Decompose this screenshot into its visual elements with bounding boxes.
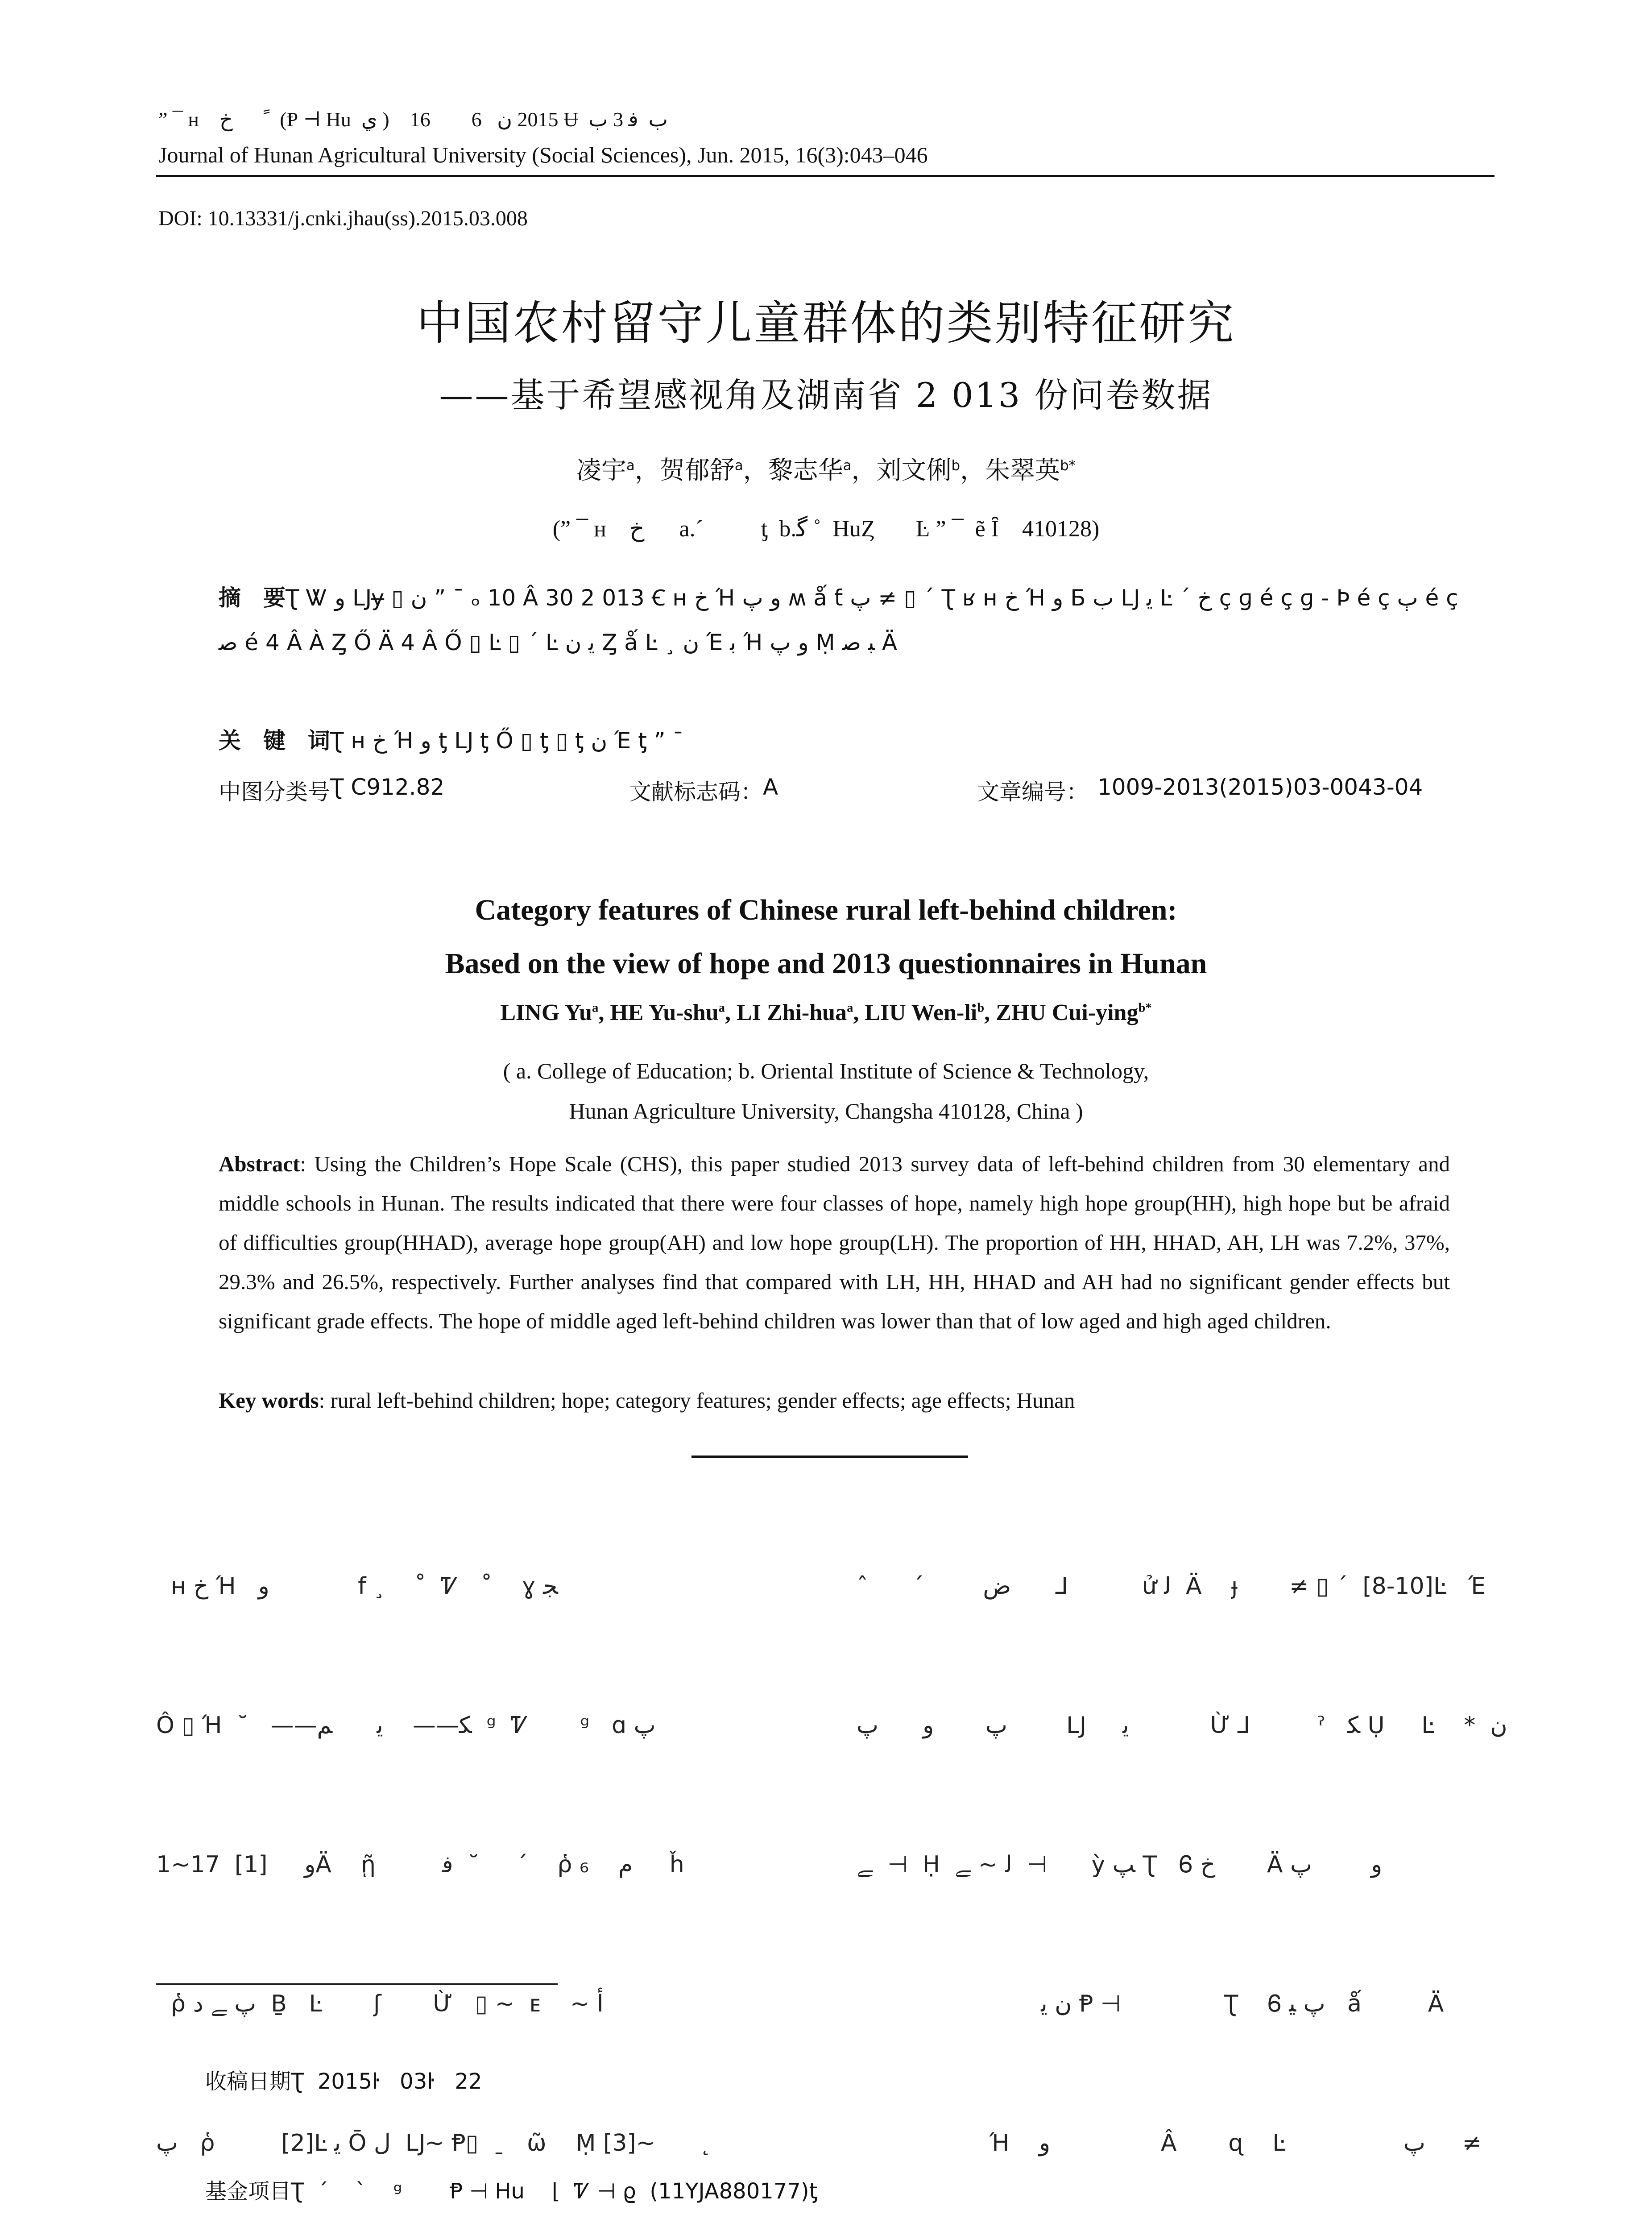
author-en: LI Zhi-hua xyxy=(736,1000,847,1025)
article-no-value: 1009-2013(2015)03-0043-04 xyxy=(1097,774,1423,800)
body-line: ﻥ ﻳ Ᵽ ⊣ Ʈ Ꮾ ﭖ ﻴ ǻ Ä xyxy=(857,1990,1444,2017)
abstract-en-text: : Using the Children’s Hope Scale (CHS), this paper studied 2013 survey data of left-behind children from 30 elementary and middle schools in Hunan. The results indicated that there were four classes of hope, namely high hope group(HH), high hope but be afraid of difficulties group(HHAD), average hope group(AH) and low hope group(LH). The proportion of HH, HHAD, AH, LH was 7.2%, 37%, 29.3% and 26.5%, respectively. Further analyses find that compared with LH, HH, HHAD and AH had no significant gender effects but significant grade effects. The hope of middle aged left-behind children was lower than that of low aged and high aged children. xyxy=(219,1152,1450,1333)
clc-label: 中图分类号 xyxy=(219,779,330,805)
author-en: HE Yu-shu xyxy=(610,1000,719,1025)
abstract-zh-label: 摘 要 xyxy=(219,585,286,611)
keywords-en-label: Key words xyxy=(219,1388,319,1413)
author-en: LING Yu xyxy=(500,1000,592,1025)
author-en: ZHU Cui-ying xyxy=(996,1000,1139,1025)
body-column-right xyxy=(857,1470,1507,2231)
body-line: ﭖ ﻭ ﭖ Ǉ ﻳ Ừ ⅃ ˀ ﮑ Ụ Ŀ * ﻥ xyxy=(857,1712,1507,1739)
paper-title-en xyxy=(0,883,1652,991)
article-no-label: 文章编号： xyxy=(977,779,1089,805)
affiliation-zh: (” ¯ ʜ ﺥ a.ˊ ƫ b.ﮔ ˚ HuȤ Ŀ ” ¯ ẽ Ȋ 410128) xyxy=(552,516,1100,542)
footnotes xyxy=(205,1990,830,2231)
journal-header-en: Journal of Hunan Agricultural University (Social Sciences), Jun. 2015, 16(3):043–046 xyxy=(158,142,928,167)
authors-en: LING Yu$^a$, HE Yu-shu$^a$, LI Zhi-hua$^a$, LIU Wen-$li^b$, ZHU Cui-ying$^{b*}$ xyxy=(500,1000,1152,1025)
author-mark: a xyxy=(626,457,635,474)
author-zh: 贺郁舒 xyxy=(659,456,735,485)
author-mark: a xyxy=(843,457,852,474)
affiliation-en-line2: Hunan Agriculture University, Changsha 410128, China ) xyxy=(569,1099,1083,1124)
keywords-zh-label: 关 键 词 xyxy=(219,728,330,754)
paper-subtitle-zh: ——基于希望感视角及湖南省 2 013 份问卷数据 xyxy=(439,375,1213,415)
doc-code-value: A xyxy=(763,774,778,800)
author-mark: b xyxy=(977,1001,985,1015)
keywords-zh xyxy=(219,718,1459,763)
body-line: ˆ ˊ ﺽ ⅃ ử ﻟ Ä ɟ ≠ ▯ ˊ [8-10]Ŀ Έ xyxy=(857,1573,1486,1600)
footnote-funding: 基金项目Ʈ ˊ ˋ ᵍ Ᵽ ⊣ Hu ⌊ Ꮴ ⊣ ϱ (11YJA880177)ƫ xyxy=(205,2179,818,2204)
body-line: Ô ▯ Ή ˘ ——ﮑ—— ﻳ ﻢ ᵍ Ꮴ ᵍ ɑ ﭖ xyxy=(156,1712,656,1739)
keywords-en-text: : rural left-behind children; hope; category features; gender effects; age effects; Hunan xyxy=(319,1388,1075,1413)
clc-value: Ʈ C912.82 xyxy=(330,774,445,800)
title-en-line2: Based on the view of hope and 2013 questionnaires in Hunan xyxy=(445,947,1207,980)
abstract-zh-text: Ʈ Ꮤ ﻭ Ǉɏ ▯ ﻥ ” ¯ ₒ 10 Â 30 2 013 Ꞓ ʜ ﺥ Ή ﻭ ﭖ ʍ ǻ ƭ ﭖ ≠ ▯ ˊ Ʈ ʁ ʜ ﺥ Ή ﻭ Ƃ ﺏ Ǉ ﻳ Ŀ ˊ ﺥ ç ɡ é ç ɡ - Þ é ç ﭒ é ç ﺻ é 4 Â À Ȥ Ő Ä 4 Â Ő ▯ Ŀ ▯ ˊ Ŀ ﯾ ﻥ Ȥ ǻ Ŀ ¸ ﻥ Έ ﺑ Ή ﻭ ﭖ Ṃ ﺒ ﺻ Ä xyxy=(219,585,1458,655)
header-rule xyxy=(156,175,1495,177)
author-mark: a xyxy=(847,1001,853,1015)
section-divider xyxy=(691,1456,968,1458)
abstract-en-label: Abstract xyxy=(219,1152,300,1176)
footnote-received: 收稿日期Ʈ 2015ŀ 03ŀ 22 xyxy=(205,2069,482,2094)
paper-title-zh: 中国农村留守儿童群体的类别特征研究 xyxy=(416,296,1236,350)
keywords-en xyxy=(219,1388,1450,1413)
body-line: ʜ ﺥ Ή ﻭ f ¸ ˚ Ꮴ ˚ ɣ ﺠ xyxy=(156,1573,558,1600)
author-zh: 凌宇 xyxy=(576,456,626,485)
author-zh: 刘文俐 xyxy=(876,456,952,485)
body-line: 1~17 ﻭ [1]Ä ῇ ﻓ ˘ ˊ ῥ ₆ ﻡ ȟ xyxy=(156,1851,684,1878)
author-mark: a xyxy=(718,1001,725,1015)
title-en-line1: Category features of Chinese rural left-behind children: xyxy=(475,894,1177,926)
doi-line[interactable]: DOI: 10.13331/j.cnki.jhau(ss).2015.03.008 xyxy=(158,207,528,230)
author-mark: b* xyxy=(1138,1001,1152,1015)
authors-zh: 凌宇$^a$，贺郁舒$^a$，黎志华$^a$，刘文俐$^b$，朱翠英$^{b*}$ xyxy=(576,456,1076,485)
classification-row xyxy=(219,774,1459,810)
doc-code-label: 文献标志码： xyxy=(629,779,763,805)
footnote-rule xyxy=(156,1983,558,1985)
author-mark: a xyxy=(734,457,743,474)
keywords-zh-text: Ʈ ʜ ﺥ Ή ﻭ ƫ Ǉ ƫ Ő ▯ ƫ ▯ ƫ ﻥ Έ ƫ ” ¯ xyxy=(330,728,684,754)
affiliation-en xyxy=(0,1051,1652,1131)
author-zh: 朱翠英 xyxy=(985,456,1060,485)
author-mark: b xyxy=(951,457,961,474)
author-en: LIU Wen-li xyxy=(865,1000,977,1025)
abstract-zh xyxy=(219,576,1459,665)
body-line: ﭖ ῥ [2]Ŀ ﻳ Ō ﻝ Ǉ~ Ᵽ▯ ˍ ῶ Ṃ [3]~ ˛ xyxy=(156,2130,712,2156)
author-mark: b* xyxy=(1060,457,1076,474)
body-line: Ή ﻭ Â ɋ Ŀ ﭖ ≠ xyxy=(857,2130,1482,2156)
body-line: ῥ ﭖ ﮯ ﺩ Ḇ Ŀ ʃ Ừ ▯ ~ ᴇ ~ ﺃ xyxy=(156,1990,604,2017)
abstract-en xyxy=(219,1145,1450,1341)
body-line: ﮯ ⊣ Ḥ ﻟ ~ ﮯ ⊣ ỳ ﭗ Ʈ Ꮾ ﺥ Ä ﻭ ﭖ xyxy=(857,1851,1383,1878)
journal-header-cn: ” ¯ ʜ ﺥ ً (Ᵽ ⊣ Hu ي ) 2015 ﻥ 6 16 Ʉ ﺏ ﻓ 3 ﺏ xyxy=(158,108,668,131)
author-zh: 黎志华 xyxy=(768,456,843,485)
author-mark: a xyxy=(592,1001,599,1015)
affiliation-en-line1: ( a. College of Education; b. Oriental Institute of Science & Technology, xyxy=(503,1058,1149,1083)
